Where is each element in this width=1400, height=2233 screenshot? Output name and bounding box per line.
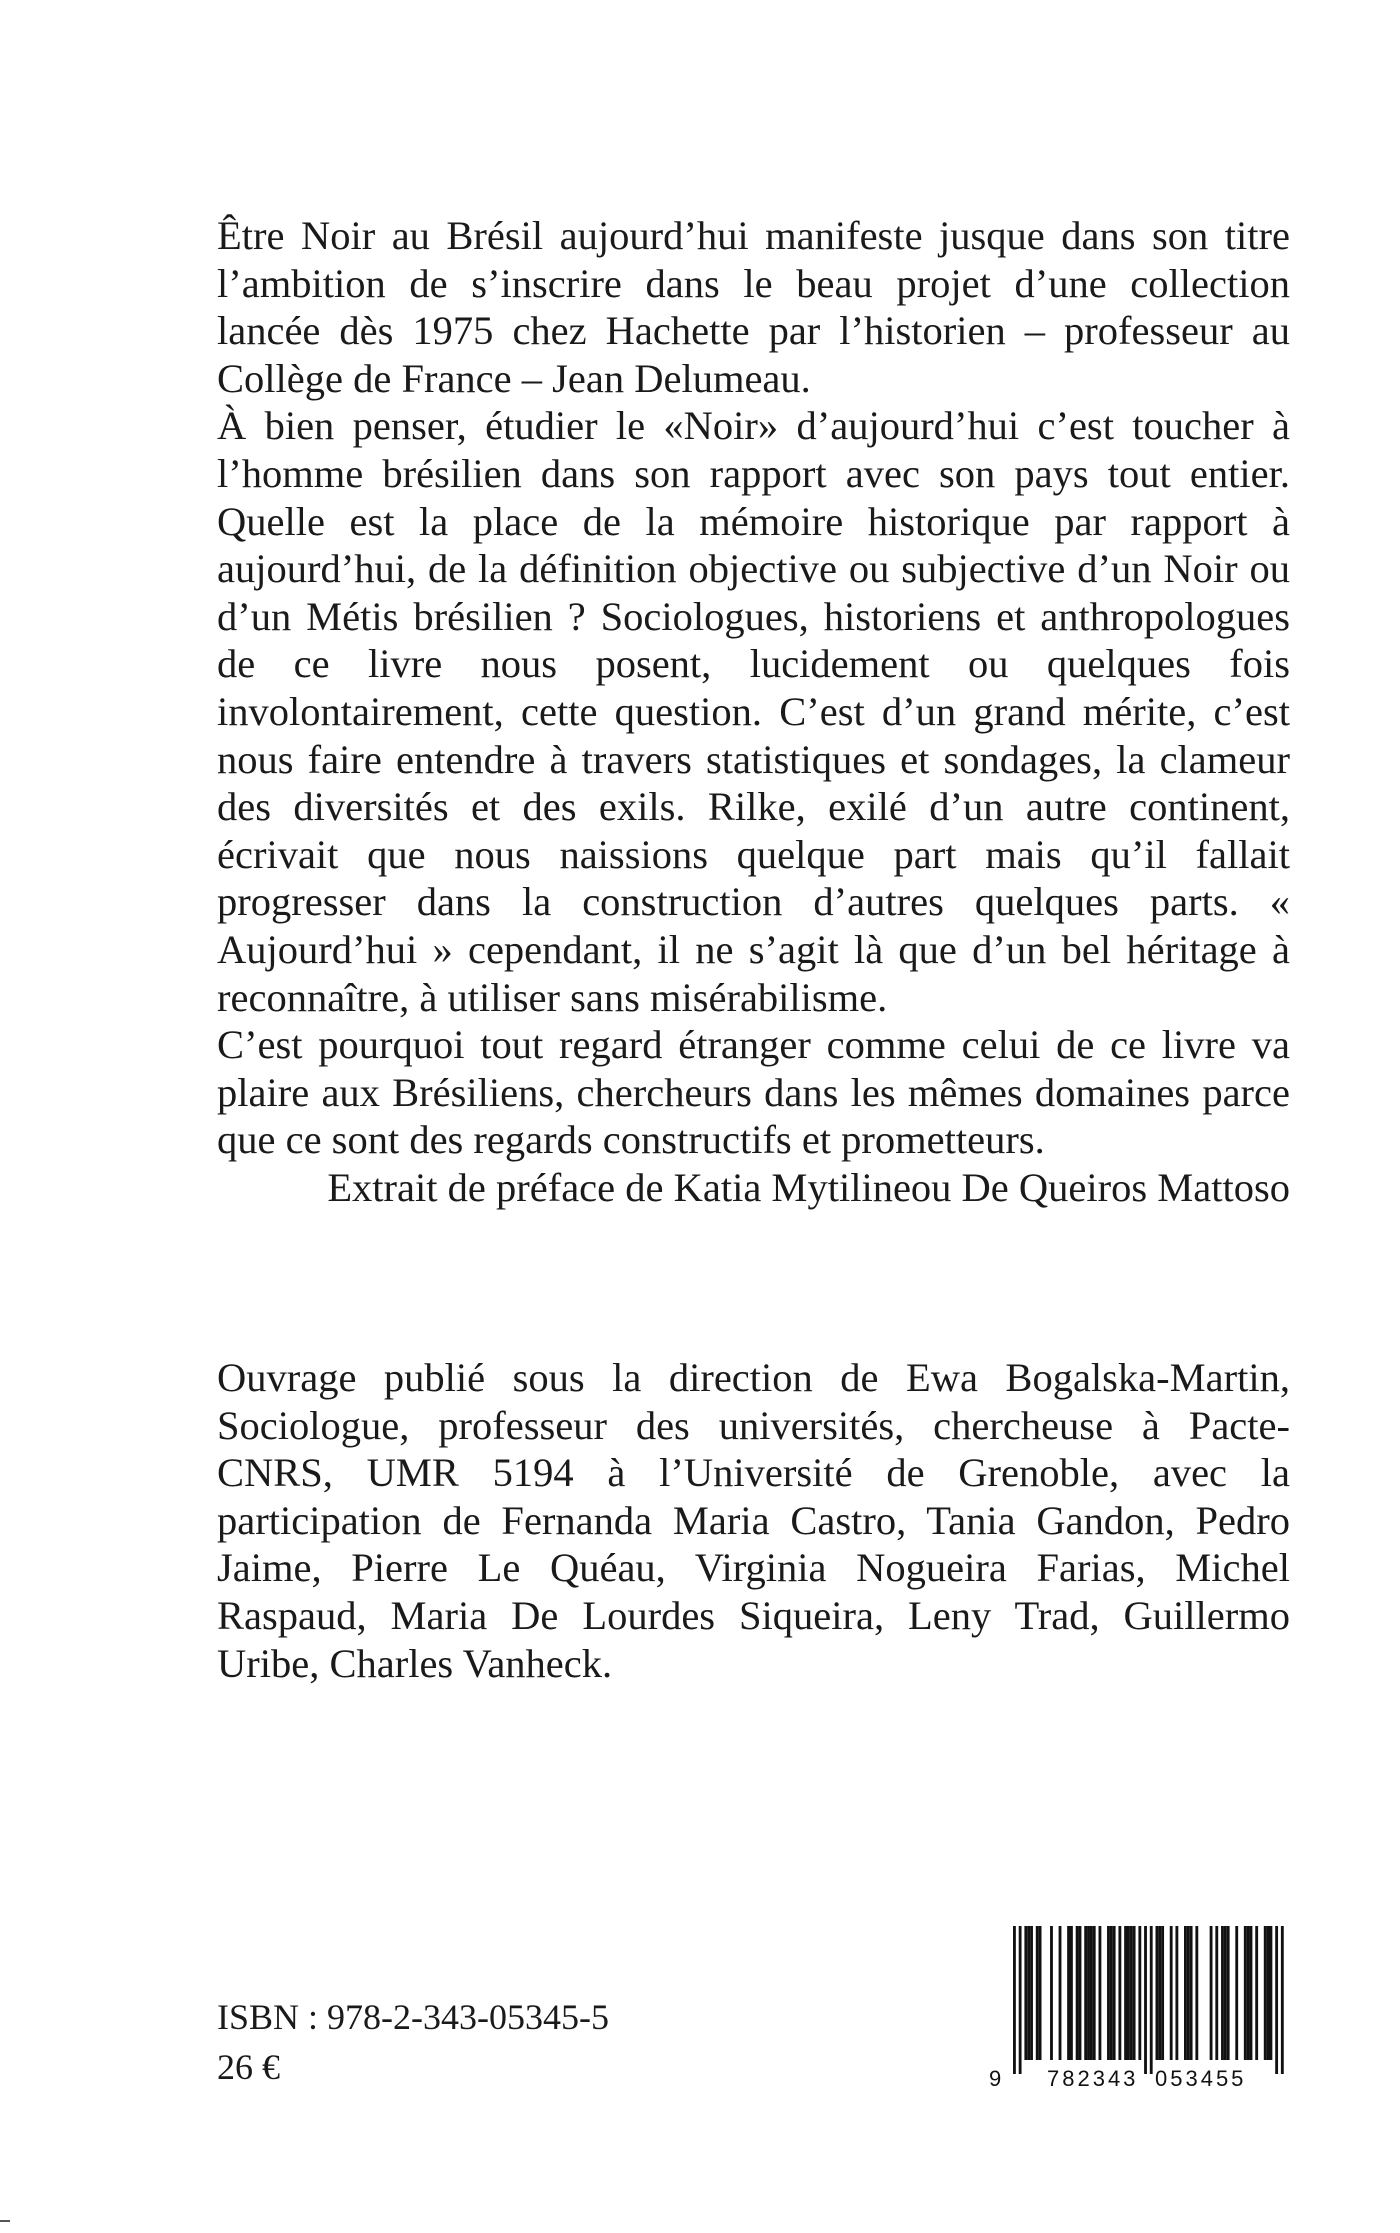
- barcode-bar: [1235, 1926, 1238, 2060]
- barcode-bar: [1267, 1926, 1270, 2060]
- barcode-left-digits: 782343: [1047, 2066, 1139, 2091]
- barcode-bar: [1070, 1926, 1073, 2060]
- barcode-bar: [1170, 1926, 1173, 2060]
- barcode-bar: [1255, 1926, 1258, 2060]
- barcode-bar: [1113, 1926, 1116, 2060]
- price-label: 26 €: [217, 2047, 280, 2087]
- direction-paragraph: Ouvrage publié sous la direction de Ewa Bogalska-Martin, Sociologue, professeur des universités, chercheuse à Pacte-CNRS, UMR 5194 à l’Université de Grenoble, avec la participation de Fernanda Maria Castro, Tania Gandon, Pedro Jaime, Pierre Le Quéau, Virginia Nogueira Farias, Michel Raspaud, Maria De Lourdes Siqueira, Leny Trad, Guillermo Uribe, Charles Vanheck.: [217, 1355, 1290, 1686]
- barcode-bar: [1281, 1926, 1284, 2074]
- barcode-bar: [1161, 1926, 1164, 2060]
- barcode-bar: [1175, 1926, 1178, 2060]
- barcode-bar: [1275, 1926, 1278, 2074]
- barcode-bar: [1079, 1926, 1082, 2060]
- preface-paragraph-2: À bien penser, étudier le «Noir» d’aujourd’hui c’est toucher à l’homme brésilien dans son rapport avec son pays tout entier. Quelle est la place de la mémoire historique par rapport à aujourd’hui, de la définition objective ou subjective d’un Noir ou d’un Métis brésilien ? Sociologues, historiens et anthropologues de ce livre nous posent, lucidement ou quelques fois involontairement, cette question. C’est d’un grand mérite, c’est nous faire entendre à travers statistiques et sondages, la clameur des diversités et des exils. Rilke, exilé d’un autre continent, écrivait que nous naissions quelque part mais qu’il fallait progresser dans la construction d’autres quelques parts. « Aujourd’hui » cependant, il ne s’agit là que d’un bel héritage à reconnaître, à utiliser sans misérabilisme.: [217, 403, 1290, 1020]
- barcode-bar: [1190, 1926, 1193, 2060]
- barcode-bar: [1107, 1926, 1110, 2060]
- barcode-bar: [1187, 1926, 1190, 2060]
- barcode-bar: [1076, 1926, 1079, 2060]
- preface-paragraph-1: Être Noir au Brésil aujourd’hui manifeste jusque dans son titre l’ambition de s’inscrire dans le beau projet d’une collection lancée dès 1975 chez Hachette par l’historien – professeur au Collège de France – Jean Delumeau.: [217, 213, 1290, 401]
- barcode-bar: [1127, 1926, 1130, 2060]
- preface-excerpt: [217, 212, 1290, 1211]
- barcode-bar: [1110, 1926, 1113, 2060]
- barcode-bar: [1158, 1926, 1161, 2060]
- barcode-bar: [1156, 1926, 1159, 2060]
- barcode-lead-digit: 9: [989, 2066, 1002, 2091]
- barcode-bar: [1215, 1926, 1218, 2060]
- barcode-bar: [1247, 1926, 1250, 2060]
- barcode-bar: [1195, 1926, 1198, 2060]
- barcode-bar: [1099, 1926, 1102, 2060]
- direction-notice: [217, 1354, 1290, 1687]
- barcode-bar: [1150, 1926, 1153, 2074]
- isbn-label: ISBN : 978-2-343-05345-5: [217, 1997, 609, 2037]
- barcode-bar: [1227, 1926, 1230, 2060]
- barcode-bar: [1067, 1926, 1070, 2060]
- barcode-bar: [1250, 1926, 1253, 2060]
- barcode-bar: [1013, 1926, 1016, 2074]
- barcode-bar: [1087, 1926, 1090, 2060]
- barcode-bar: [1264, 1926, 1267, 2060]
- barcode-bar: [1039, 1926, 1042, 2060]
- preface-paragraph-3: C’est pourquoi tout regard étranger comme celui de ce livre va plaire aux Brésiliens, chercheurs dans les mêmes domaines parce que ce sont des regards constructifs et prometteurs.: [217, 1022, 1290, 1163]
- trim-mark: [0, 2220, 10, 2222]
- barcode-bar: [1118, 1926, 1121, 2060]
- barcode-bar: [1184, 1926, 1187, 2060]
- barcode-bar: [1093, 1926, 1096, 2060]
- barcode-graphic: [987, 1922, 1297, 2092]
- barcode-bar: [1059, 1926, 1062, 2060]
- barcode-bar: [1024, 1926, 1027, 2060]
- barcode-bar: [1138, 1926, 1141, 2060]
- preface-attribution: Extrait de préface de Katia Mytilineou De Queiros Mattoso: [327, 1164, 1290, 1210]
- barcode-bar: [1270, 1926, 1273, 2060]
- barcode-bar: [1084, 1926, 1087, 2060]
- barcode-bar: [1144, 1926, 1147, 2074]
- barcode-bar: [1130, 1926, 1133, 2060]
- barcode-bar: [1036, 1926, 1039, 2060]
- barcode-bar: [1133, 1926, 1136, 2060]
- barcode-right-digits: 053455: [1155, 2066, 1247, 2091]
- barcode-bars: [1013, 1926, 1284, 2074]
- ean-barcode: [987, 1922, 1297, 2092]
- barcode-bar: [1030, 1926, 1033, 2060]
- barcode-bar: [1210, 1926, 1213, 2060]
- barcode-bar: [1221, 1926, 1224, 2060]
- barcode-bar: [1224, 1926, 1227, 2060]
- barcode-bar: [1124, 1926, 1127, 2060]
- barcode-bar: [1050, 1926, 1053, 2060]
- barcode-bar: [1090, 1926, 1093, 2060]
- barcode-bar: [1019, 1926, 1022, 2074]
- barcode-bar: [1244, 1926, 1247, 2060]
- barcode-bar: [1027, 1926, 1030, 2060]
